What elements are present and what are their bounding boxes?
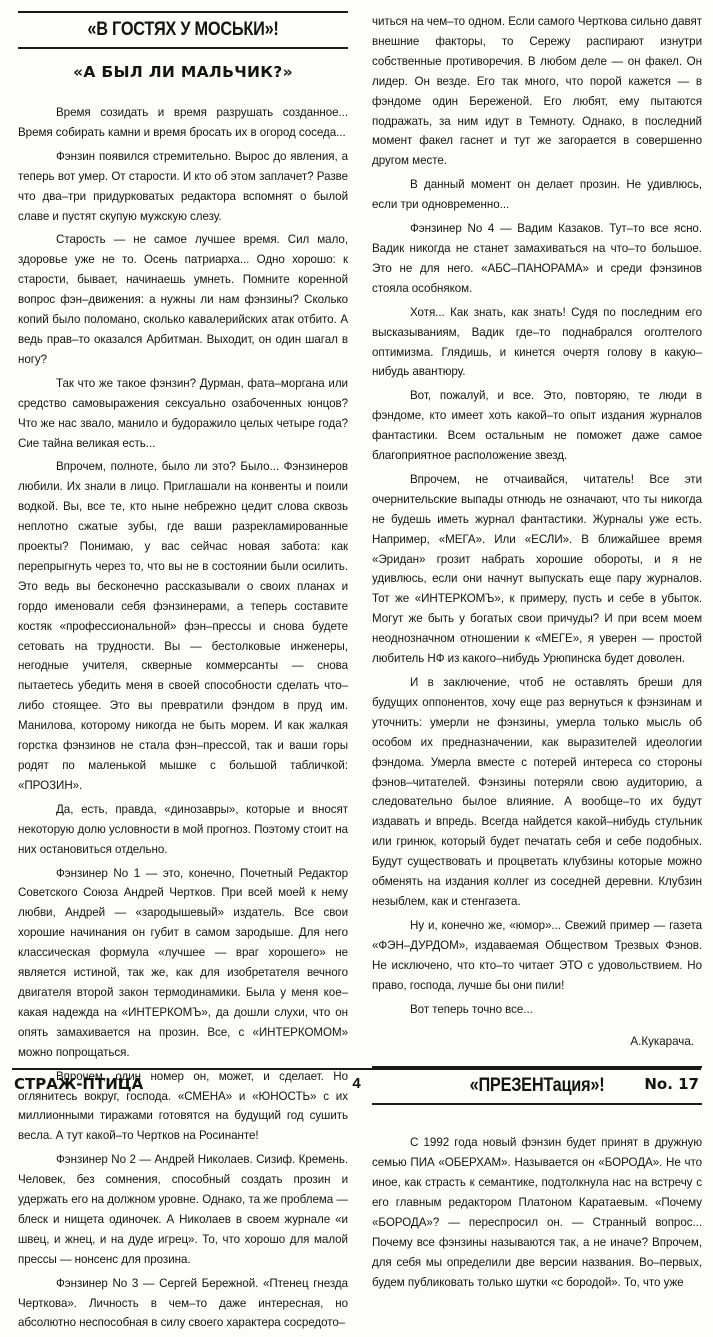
paragraph: Да, есть, правда, «динозавры», которые и вносят некоторую долю условности в мой прогноз. Поэтому стоит на них остановиться отдельно.	[18, 802, 348, 856]
left-column	[18, 0, 348, 1337]
paragraph: Время созидать и время разрушать созданное... Время собирать камни и время бросать их в огород соседа...	[18, 106, 348, 139]
paragraph-continued: читься на чем–то одном. Если самого Черткова сильно давят внешние факторы, то Сережу распирают изнутри собственные противоречия. В любом деле — он факел. Он лидер. Он везде. Его так много, что порой кажется — в фэндоме один Береженой. Его любят, ему пытаются подражать, за ним идут в Темноту. Однако, в последний момент факел гаснет и тут же загорается в совершенно другом месте.	[372, 15, 702, 168]
presentation-title: «ПРЕЗЕНТация»!	[469, 1075, 605, 1097]
paragraph: Фэнзинер No 3 — Сергей Бережной. «Птенец гнезда Черткова». Личность в чем–то даже интересная, но абсолютно неспособная в силу своего характера сосредото–	[18, 1276, 348, 1330]
paragraph: Фэнзин появился стремительно. Вырос до явления, а теперь вот умер. От старости. И кто об этом заплачет? Разве что два–три придурковатых редактора вспомнят о былой славе и пустят скупую мужскую слезу.	[18, 149, 348, 223]
author-signature: А.Кукарача.	[630, 1035, 694, 1049]
paragraph: Старость — не самое лучшее время. Сил мало, здоровье уже не то. Осень патриарха... Одно хорошо: к старости, бывает, начинаешь умнеть. Помните коренной вопрос фэн–движения: а нужны ли нам фэнзины? Сколько копий было поломано, сколько кавалерийских атак отбито. А ведь прав–то оказался Арбитман. Выходит, он один шагал в ногу?	[18, 233, 348, 366]
article-title: «А БЫЛ ЛИ МАЛЬЧИК?»	[73, 63, 293, 81]
paragraph: Вот теперь точно все...	[410, 1002, 533, 1016]
paragraph: Впрочем, полноте, было ли это? Было... Фэнзинеров любили. Их знали в лицо. Приглашали на конвенты и поили водкой. Вы, все те, кто ныне небрежно цедит слова сквозь неплотно сжатые зубы, где ваши разрекламированные проекты? Понимаю, у вас сейчас новая забота: как перепрыгнуть через то, что вы не в состоянии были осилить. Это ведь вы бесконечно рассказывали о своих планах и гордо именовали себя фэнзинерами, а теперь составите костяк «профессиональной» фэн–прессы и снова будете сетовать на трудности. Вы — бестолковые инженеры, негодные учителя, скверные коммерсанты — снова пытаетесь убедить меня в своей способности сделать что–либо стоящее. Это вы превратили фэндом в пруд им. Манилова, которому никогда не быть морем. И как жалкая горстка фэнзинов не стала фэн–прессой, так и ваши горы родят по маленькой мышке с большой табличкой: «ПРОЗИН».	[18, 460, 348, 792]
paragraph: Так что же такое фэнзин? Дурман, фата–моргана или средство самовыражения сексуально озабоченных юнцов? Что же нас звало, манило и будоражило целых четыре года? Сие тайна великая есть...	[18, 376, 348, 450]
presentation-title-underline	[372, 1103, 702, 1105]
paragraph: Вот, пожалуй, и все. Это, повторяю, те люди в фэндоме, кто имеет хоть какой–то опыт издания журналов фантастики. Всем остальным не поможет даже самое благоприятное расположение звезд.	[372, 389, 702, 463]
paragraph: Впрочем, один номер он, может, и сделает. Но оглянитесь вокруг, господа. «СМЕНА» и «ЮНОСТЬ» с их миллионными тиражами готовятся на будущий год сушить весла. А тут какой–то Чертков на Росинанте!	[18, 1069, 348, 1143]
paragraph: И в заключение, чтоб не оставлять бреши для будущих оппонентов, хочу еще раз вернуться к фэнзинам и уточнить: умерли не фэнзины, умерла только мысль об особом их предназначении, как выразителей идеологии фэндома. Умерла вместе с потерей интереса со стороны фэнов–читателей. Фэнзины потеряли свою аудиторию, а следовательно былое влияние. А вообще–то их будут издавать и впредь. Всегда найдется какой–нибудь стульник или гринюк, который будет печатать себя и себе подобных. Будут существовать и процветать клубзины которые можно обменять на издания коллег из соседней деревни. Клубзин незыблем, как и стенгазета.	[372, 676, 702, 908]
footer-rule	[12, 1068, 701, 1070]
section-title: «В ГОСТЯХ У МОСЬКИ»!	[87, 19, 279, 40]
paragraph: Ну и, конечно же, «юмор»... Свежий пример — газета «ФЭН–ДУРДОМ», издаваемая Обществом Трезвых Фэнов. Не исключено, что кто–то читает ЭТО с удовольствием. Но право, господа, лучше бы они пили!	[372, 918, 702, 992]
issue-number: No. 17	[644, 1075, 699, 1093]
publication-name: СТРАЖ-ПТИЦА	[14, 1075, 144, 1093]
right-column	[372, 0, 702, 1297]
paragraph: В данный момент он делает прозин. Не удивлюсь, если три одновременно...	[372, 178, 702, 212]
section-title-underline	[18, 47, 348, 49]
paragraph: Фэнзинер No 4 — Вадим Казаков. Тут–то все ясно. Вадик никогда не станет замахиваться на что–то большое. Это не для него. «АБС–ПАНОРАМА» и среди фэнзинов стояла особняком.	[372, 222, 702, 295]
page-number: 4	[352, 1075, 361, 1092]
page-footer	[14, 1075, 699, 1095]
paragraph: Хотя... Как знать, как знать! Судя по последним его высказываниям, Вадик где–то поднабрался оголтелого оптимизма. Глядишь, и кинется очертя голову в какую–нибудь авантюру.	[372, 305, 702, 379]
paragraph: Фэнзинер No 2 — Андрей Николаев. Сизиф. Кремень. Человек, без сомнения, способный создать прозин и удержать его на должном уровне. Однако, та же проблема — блеск и нищета одиночек. А Николаев в своем журнале «и швец, и жнец, и на дуде игрец». То, что хорошо для малой прессы — нонсенс для прозина.	[18, 1153, 348, 1266]
paragraph: С 1992 года новый фэнзин будет принят в дружную семью ПИА «ОБЕРХАМ». Называется он «БОРОДА». Не что иное, как страсть к семантике, подтолкнула нас на встречу с его главным редактором Платоном Каратаевым. «Почему «БОРОДА»? — переспросил он. — Странный вопрос... Почему все фэнзины называются так, а не иначе? Впрочем, для себя мы определили две версии названия. Во–первых, будем публиковать только шутки «с бородой». То, что уже	[372, 1136, 702, 1289]
paragraph: Впрочем, не отчаивайся, читатель! Все эти очернительские выпады отнюдь не означают, что ты никогда не будешь иметь журнал фантастики. Журналы уже есть. Например, «МЕГА». Или «ЕСЛИ». В ближайшее время «Эридан» грозит набрать хорошие обороты, и я не удивлюсь, если они начнут выпускать еще пару журналов. Тот же «ИНТЕРКОМЪ», к примеру, пусть и себе в убыток. Могут же быть у богатых свои причуды? И при всем моем неоднозначном отношении к «МЕГЕ», я уверен — простой любитель НФ из какого–нибудь Урюпинска будет доволен.	[372, 472, 702, 666]
top-rule	[18, 11, 348, 13]
paragraph: Фэнзинер No 1 — это, конечно, Почетный Редактор Советского Союза Андрей Чертков. При всей моей к нему любви, Андрей — «зародышевый» издатель. Все свои хорошие начинания он губит в самом зародыше. Для него классическая формула «лучшее — враг хорошего» не является истиной, так же, как для изобретателя вечного двигателя второй закон термодинамики. Была у меня кое–какая надежда на «ИНТЕРКОМЪ», да дошли слухи, что он опять замахивается на прозин. Все, с «ИНТЕРКОМОМ» можно попрощаться.	[18, 866, 348, 1059]
